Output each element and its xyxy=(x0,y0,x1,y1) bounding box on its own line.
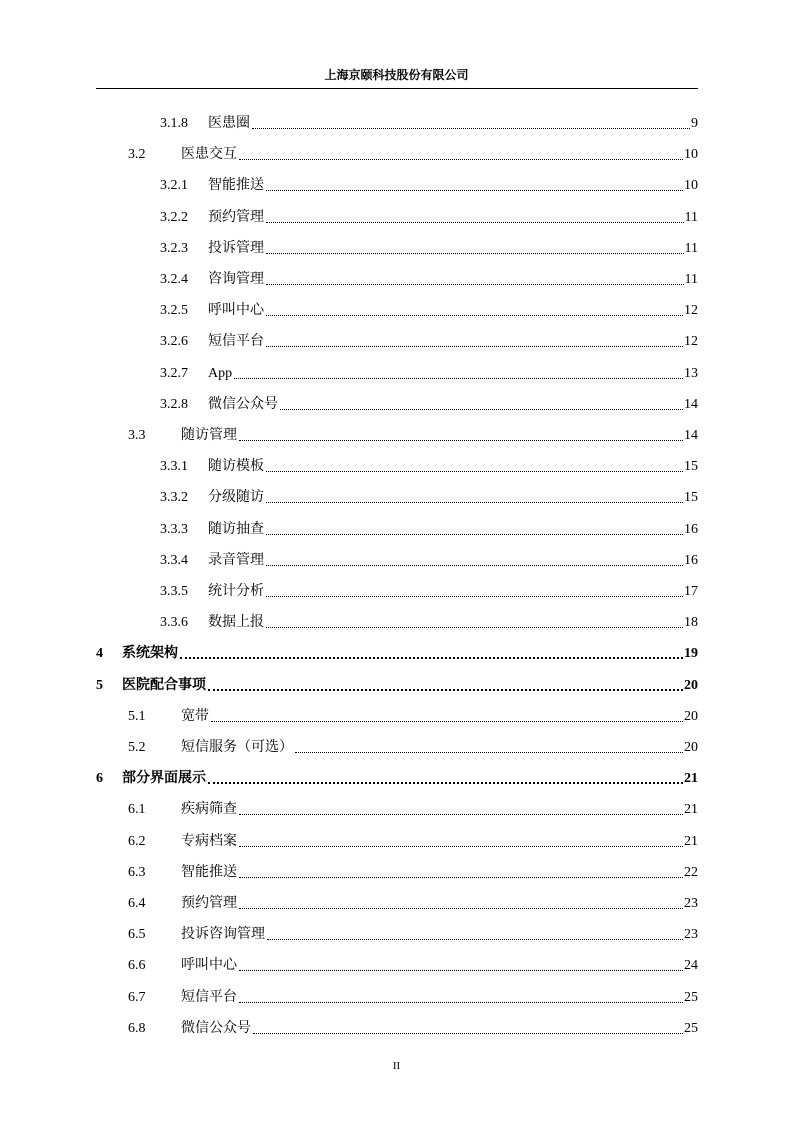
toc-entry-number: 3.2.5 xyxy=(160,303,188,319)
toc-entry-title: 智能推送 xyxy=(208,178,264,194)
toc-entry-page: 9 xyxy=(691,116,698,131)
toc-dot-leader xyxy=(239,159,683,160)
toc-entry[interactable] xyxy=(96,769,698,789)
toc-entry-number: 3.2.1 xyxy=(160,178,188,194)
toc-entry-number: 5 xyxy=(96,677,103,693)
toc-dot-leader xyxy=(239,908,683,909)
toc-dot-leader xyxy=(239,846,683,847)
toc-entry-number: 6.8 xyxy=(128,1020,146,1036)
toc-entry-page: 13 xyxy=(684,365,698,381)
toc-entry-title: 系统架构 xyxy=(122,646,178,662)
toc-entry-number: 3.1.8 xyxy=(160,116,188,131)
toc-dot-leader xyxy=(266,471,683,472)
toc-entry-number: 5.1 xyxy=(128,708,146,724)
toc-entry-number: 4 xyxy=(96,646,103,662)
toc-entry-title: 预约管理 xyxy=(181,896,237,911)
toc-entry-number: 6.3 xyxy=(128,864,146,880)
toc-entry[interactable] xyxy=(160,364,698,384)
toc-dot-leader xyxy=(266,315,683,316)
toc-entry-number: 3.2.2 xyxy=(160,209,188,225)
toc-dot-leader xyxy=(234,378,683,379)
toc-entry-page: 20 xyxy=(684,677,698,693)
toc-entry[interactable] xyxy=(128,894,698,914)
toc-entry-number: 3.3.5 xyxy=(160,584,188,599)
toc-entry-number: 6.7 xyxy=(128,989,146,1005)
toc-entry-number: 3.2.8 xyxy=(160,396,188,412)
toc-entry-number: 3.3.4 xyxy=(160,552,188,568)
toc-entry-page: 21 xyxy=(684,833,698,849)
toc-dot-leader xyxy=(266,253,684,254)
toc-dot-leader xyxy=(253,1033,683,1034)
toc-entry[interactable] xyxy=(128,925,698,945)
toc-dot-leader xyxy=(239,970,683,971)
toc-entry[interactable] xyxy=(160,520,698,540)
toc-entry[interactable] xyxy=(160,613,698,633)
toc-entry-page: 18 xyxy=(684,615,698,631)
toc-entry[interactable] xyxy=(160,176,698,196)
toc-entry-number: 6.4 xyxy=(128,896,146,911)
toc-entry-title: App xyxy=(208,365,233,381)
toc-entry-title: 专病档案 xyxy=(181,833,237,849)
toc-entry-title: 随访抽查 xyxy=(208,521,264,537)
toc-entry-number: 3.2.4 xyxy=(160,272,188,287)
toc-dot-leader xyxy=(239,440,683,441)
toc-dot-leader xyxy=(266,596,683,597)
toc-entry[interactable] xyxy=(128,800,698,820)
toc-entry[interactable] xyxy=(128,738,698,758)
toc-entry-number: 3.2.6 xyxy=(160,334,188,350)
toc-entry[interactable] xyxy=(160,551,698,571)
toc-entry[interactable] xyxy=(128,145,698,165)
toc-entry-title: 医院配合事项 xyxy=(122,677,206,693)
toc-entry[interactable] xyxy=(160,395,698,415)
toc-dot-leader xyxy=(266,222,684,223)
toc-entry-page: 23 xyxy=(684,927,698,943)
toc-entry-number: 3.3.3 xyxy=(160,521,188,537)
toc-entry-title: 投诉咨询管理 xyxy=(181,927,265,943)
toc-entry-page: 25 xyxy=(684,989,698,1005)
toc-dot-leader xyxy=(266,565,683,566)
toc-entry[interactable] xyxy=(128,863,698,883)
toc-dot-leader xyxy=(280,409,683,410)
toc-entry-number: 6.5 xyxy=(128,927,146,943)
toc-entry-page: 17 xyxy=(684,584,698,599)
toc-entry-number: 3.2.7 xyxy=(160,365,188,381)
toc-entry[interactable] xyxy=(96,644,698,664)
toc-entry-page: 19 xyxy=(684,646,698,662)
toc-entry-page: 14 xyxy=(684,428,698,443)
toc-entry-title: 呼叫中心 xyxy=(208,303,264,319)
toc-entry-title: 随访模板 xyxy=(208,459,264,475)
toc-entry-number: 3.3.2 xyxy=(160,490,188,506)
toc-entry-page: 12 xyxy=(684,334,698,350)
toc-entry-title: 疾病筛查 xyxy=(181,802,237,818)
toc-entry-page: 11 xyxy=(684,209,698,225)
toc-entry-title: 呼叫中心 xyxy=(181,958,237,974)
toc-entry-title: 预约管理 xyxy=(208,209,264,225)
toc-entry-page: 11 xyxy=(684,240,698,256)
toc-entry[interactable] xyxy=(160,208,698,228)
toc-entry[interactable] xyxy=(128,988,698,1008)
toc-entry-number: 5.2 xyxy=(128,740,146,755)
toc-entry[interactable] xyxy=(128,832,698,852)
toc-entry[interactable] xyxy=(160,270,698,290)
toc-entry[interactable] xyxy=(128,1019,698,1039)
toc-entry-title: 分级随访 xyxy=(208,490,264,506)
toc-entry-title: 医患交互 xyxy=(181,147,237,163)
toc-entry-number: 6.1 xyxy=(128,802,146,818)
toc-dot-leader xyxy=(266,627,683,628)
toc-entry[interactable] xyxy=(160,239,698,259)
toc-entry-page: 15 xyxy=(684,490,698,506)
toc-entry-number: 6.6 xyxy=(128,958,146,974)
toc-dot-leader xyxy=(239,1002,683,1003)
toc-entry-page: 15 xyxy=(684,459,698,475)
toc-entry-title: 微信公众号 xyxy=(181,1020,251,1036)
toc-entry-page: 11 xyxy=(684,272,698,287)
toc-entry-title: 咨询管理 xyxy=(208,272,264,287)
toc-entry-page: 21 xyxy=(684,802,698,818)
toc-dot-leader xyxy=(211,721,683,722)
toc-entry[interactable] xyxy=(128,426,698,446)
toc-dot-leader xyxy=(180,657,683,659)
toc-entry-title: 医患圈 xyxy=(208,116,250,131)
toc-dot-leader xyxy=(266,346,683,347)
toc-dot-leader xyxy=(266,284,684,285)
toc-dot-leader xyxy=(239,814,683,815)
toc-entry-title: 智能推送 xyxy=(181,864,237,880)
toc-entry-page: 20 xyxy=(684,740,698,755)
toc-entry-number: 3.3.6 xyxy=(160,615,188,631)
toc-dot-leader xyxy=(252,128,690,129)
toc-entry[interactable] xyxy=(160,488,698,508)
toc-entry[interactable] xyxy=(160,457,698,477)
toc-entry-page: 12 xyxy=(684,303,698,319)
company-name: 上海京颐科技股份有限公司 xyxy=(324,68,469,82)
toc-dot-leader xyxy=(208,782,683,784)
toc-entry-title: 短信服务（可选） xyxy=(181,740,293,755)
toc-entry[interactable] xyxy=(96,676,698,696)
toc-dot-leader xyxy=(266,502,683,503)
toc-dot-leader xyxy=(266,534,683,535)
toc-entry-page: 25 xyxy=(684,1020,698,1036)
toc-entry-title: 宽带 xyxy=(181,708,209,724)
toc-entry-number: 3.3.1 xyxy=(160,459,188,475)
toc-entry-number: 6 xyxy=(96,771,103,787)
toc-entry-title: 数据上报 xyxy=(208,615,264,631)
toc-entry-number: 3.3 xyxy=(128,428,146,443)
toc-entry-page: 23 xyxy=(684,896,698,911)
toc-entry-page: 10 xyxy=(684,147,698,163)
toc-entry-title: 微信公众号 xyxy=(208,396,278,412)
toc-entry[interactable] xyxy=(160,301,698,321)
toc-dot-leader xyxy=(208,689,683,691)
toc-entry-number: 6.2 xyxy=(128,833,146,849)
toc-dot-leader xyxy=(266,190,683,191)
toc-dot-leader xyxy=(295,752,683,753)
toc-entry-title: 录音管理 xyxy=(208,552,264,568)
toc-entry-page: 21 xyxy=(684,771,698,787)
toc-entry-number: 3.2.3 xyxy=(160,240,188,256)
toc-entry-page: 22 xyxy=(684,864,698,880)
toc-dot-leader xyxy=(267,939,683,940)
toc-entry[interactable] xyxy=(160,332,698,352)
toc-entry-title: 部分界面展示 xyxy=(122,771,206,787)
toc-entry-title: 随访管理 xyxy=(181,428,237,443)
toc-entry-title: 短信平台 xyxy=(181,989,237,1005)
toc-entry[interactable] xyxy=(160,582,698,602)
toc-entry[interactable] xyxy=(128,956,698,976)
toc-entry-title: 统计分析 xyxy=(208,584,264,599)
toc-dot-leader xyxy=(239,877,683,878)
toc-entry-title: 投诉管理 xyxy=(208,240,264,256)
toc-entry-page: 14 xyxy=(684,396,698,412)
toc-entry-page: 16 xyxy=(684,552,698,568)
toc-entry-page: 16 xyxy=(684,521,698,537)
page-number: II xyxy=(392,1060,401,1072)
toc-entry-page: 20 xyxy=(684,708,698,724)
toc-entry-page: 10 xyxy=(684,178,698,194)
toc-entry-number: 3.2 xyxy=(128,147,146,163)
toc-entry-title: 短信平台 xyxy=(208,334,264,350)
toc-entry[interactable] xyxy=(128,707,698,727)
toc-entry-page: 24 xyxy=(684,958,698,974)
toc-entry[interactable] xyxy=(160,114,698,134)
